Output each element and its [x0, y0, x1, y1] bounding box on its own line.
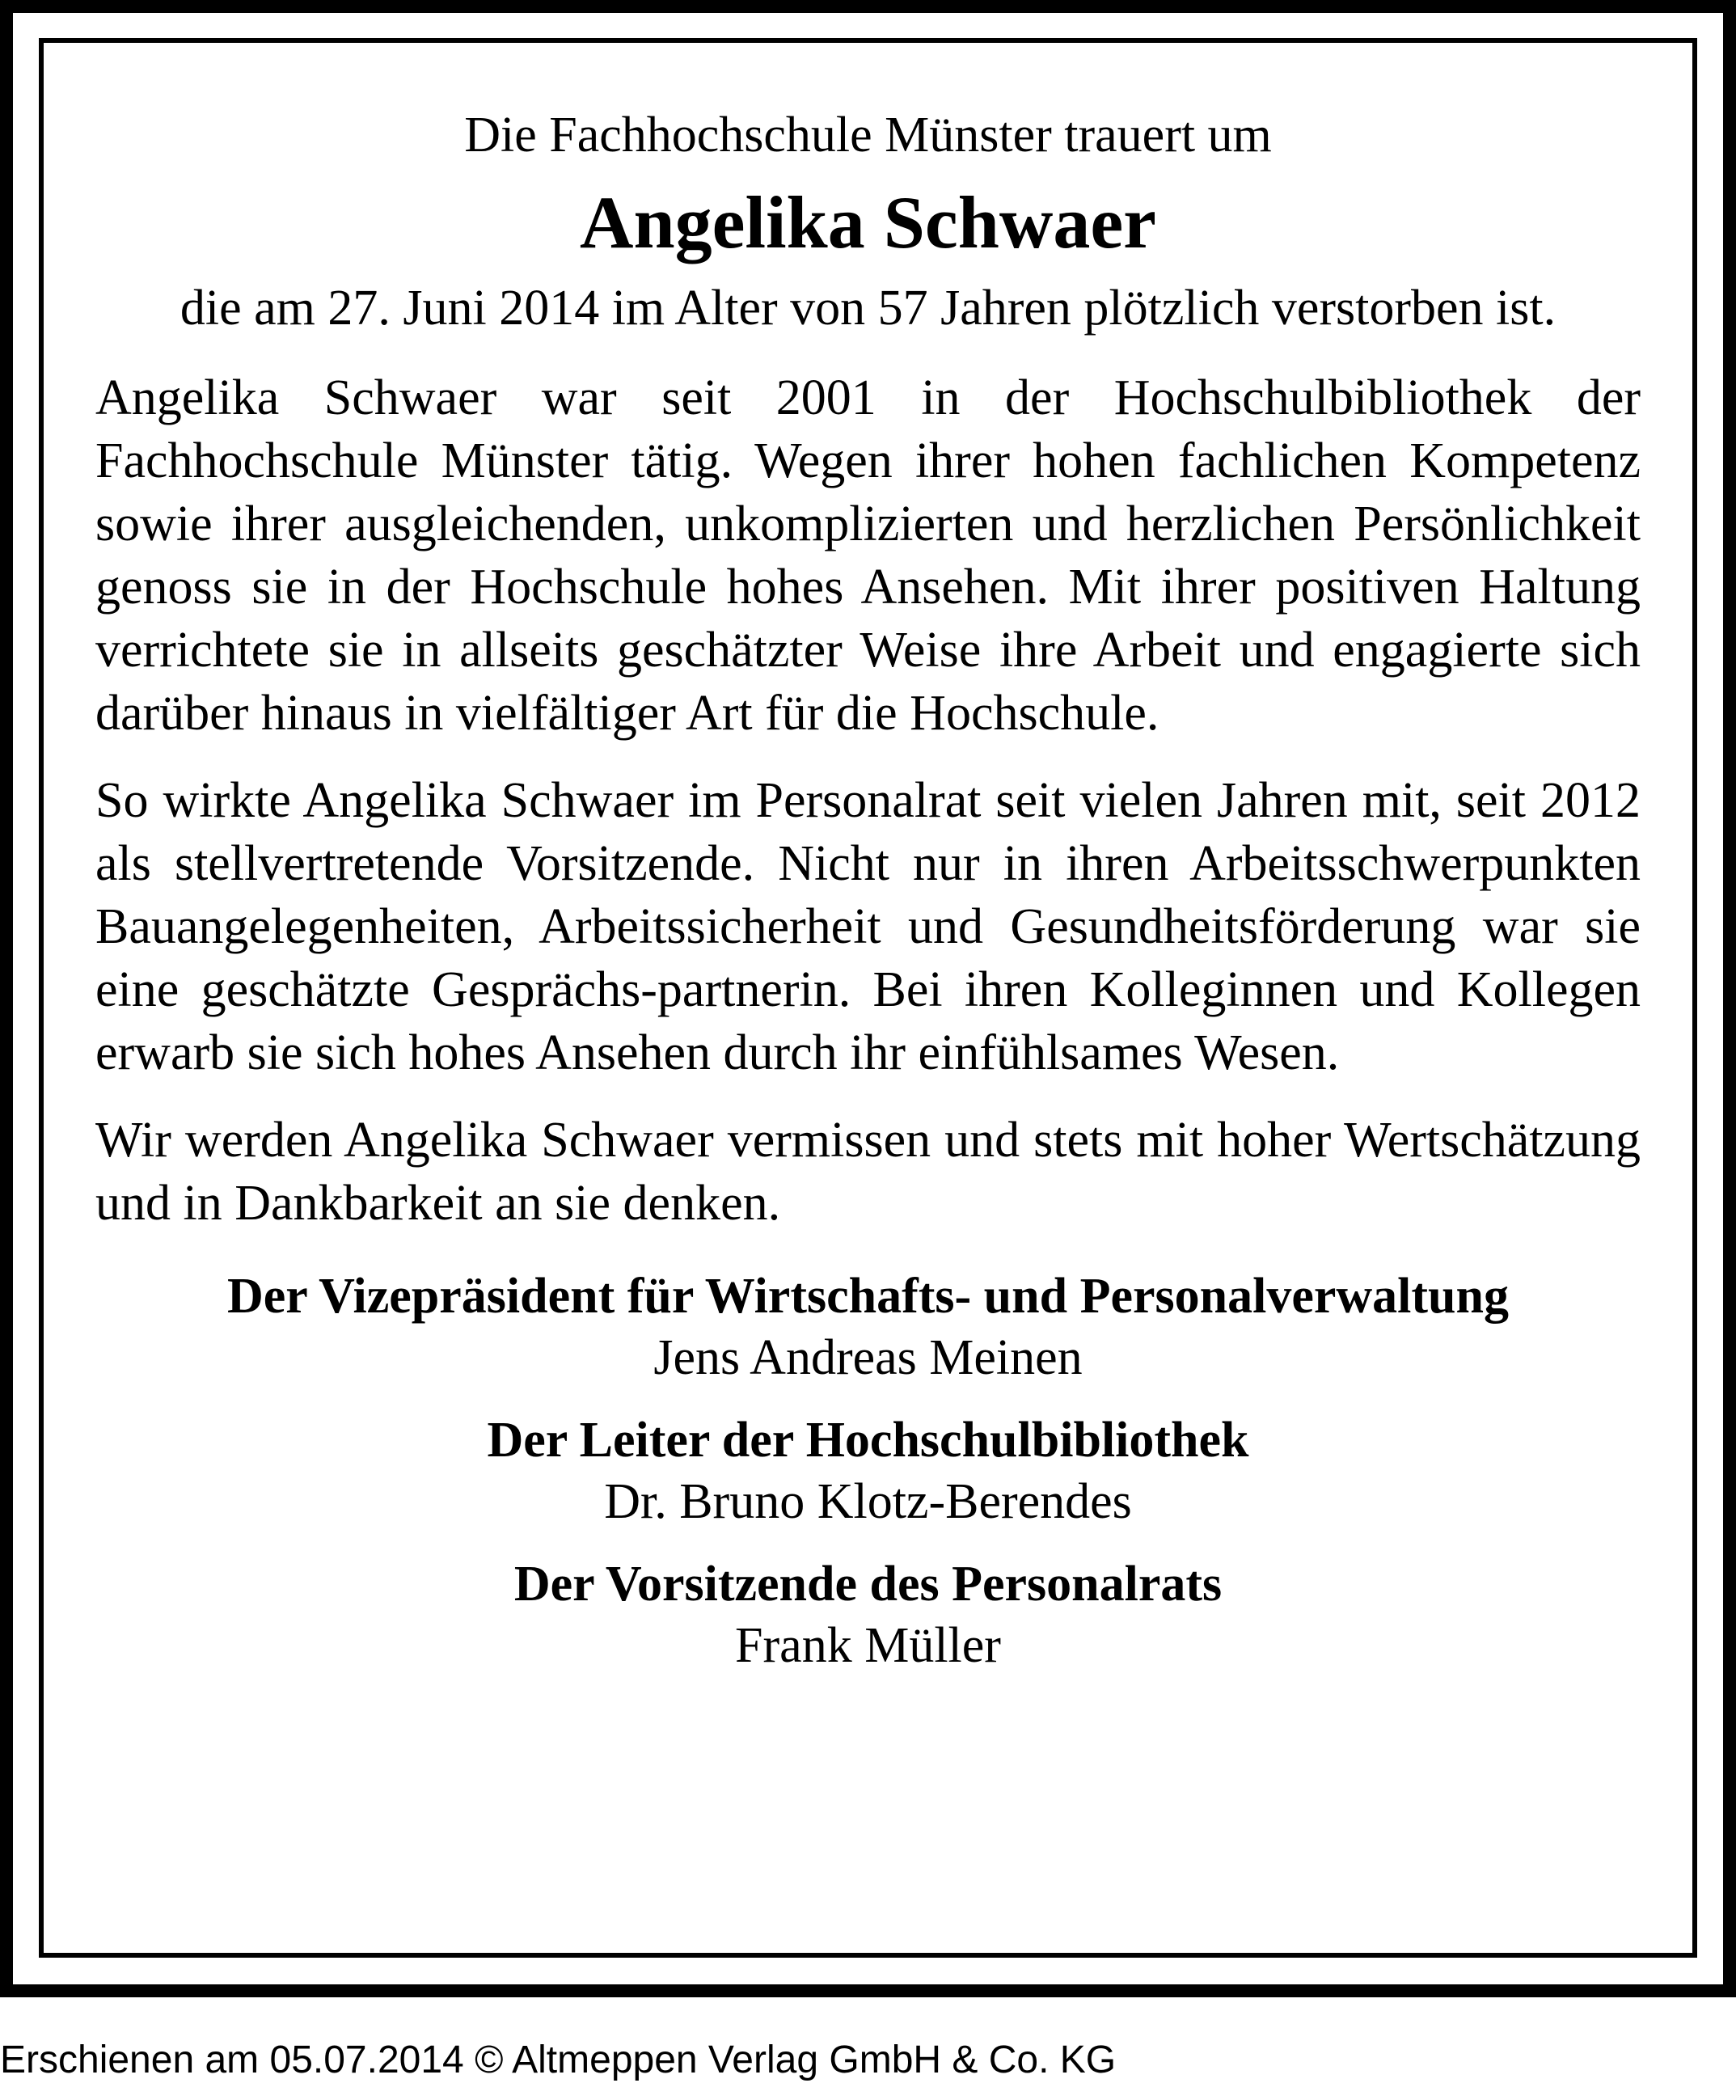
- paragraph-remembrance: Wir werden Angelika Schwaer vermissen und stets mit hoher Wertschätzung und in Dankbarkeit an sie denken.: [95, 1113, 1641, 1231]
- deceased-name: Angelika Schwaer: [580, 181, 1156, 264]
- signature-name: Jens Andreas Meinen: [653, 1330, 1083, 1385]
- intro-line: Die Fachhochschule Münster trauert um: [464, 108, 1272, 163]
- signature-council-chair: [95, 1553, 1641, 1676]
- paragraph-personnel-council: So wirkte Angelika Schwaer im Personalrat seit vielen Jahren mit, seit 2012 als stellvertretende Vorsitzende. Nicht nur in ihren Arbeitsschwerpunkten Bauangelegenheiten, Arbeitssicherheit und Gesundheitsförderung war sie eine geschätzte Gesprächs-partnerin. Bei ihren Kolleginnen und Kollegen erwarb sie sich hohes Ansehen durch ihr einfühlsames Wesen.: [95, 773, 1641, 1080]
- obituary-content: [95, 101, 1641, 1697]
- signature-title: Der Vizepräsident für Wirtschafts- und Personalverwaltung: [227, 1269, 1509, 1324]
- signature-name: Frank Müller: [735, 1618, 1001, 1673]
- signature-list: [95, 1265, 1641, 1676]
- publication-footer: Erschienen am 05.07.2014 © Altmeppen Verlag GmbH & Co. KG: [0, 2039, 1117, 2081]
- signature-title: Der Leiter der Hochschulbibliothek: [487, 1413, 1249, 1468]
- death-date-line: die am 27. Juni 2014 im Alter von 57 Jahren plötzlich verstorben ist.: [180, 281, 1556, 336]
- signature-library-head: [95, 1409, 1641, 1532]
- signature-vice-president: [95, 1265, 1641, 1388]
- signature-name: Dr. Bruno Klotz-Berendes: [604, 1474, 1132, 1529]
- paragraph-career: Angelika Schwaer war seit 2001 in der Hochschulbibliothek der Fachhochschule Münster tätig. Wegen ihrer hohen fachlichen Kompetenz sowie ihrer ausgleichenden, unkomplizierten und herzlichen Persönlichkeit genoss sie in der Hochschule hohes Ansehen. Mit ihrer positiven Haltung verrichtete sie in allseits geschätzter Weise ihre Arbeit und engagierte sich darüber hinaus in vielfältiger Art für die Hochschule.: [95, 370, 1641, 741]
- signature-title: Der Vorsitzende des Personalrats: [513, 1557, 1223, 1612]
